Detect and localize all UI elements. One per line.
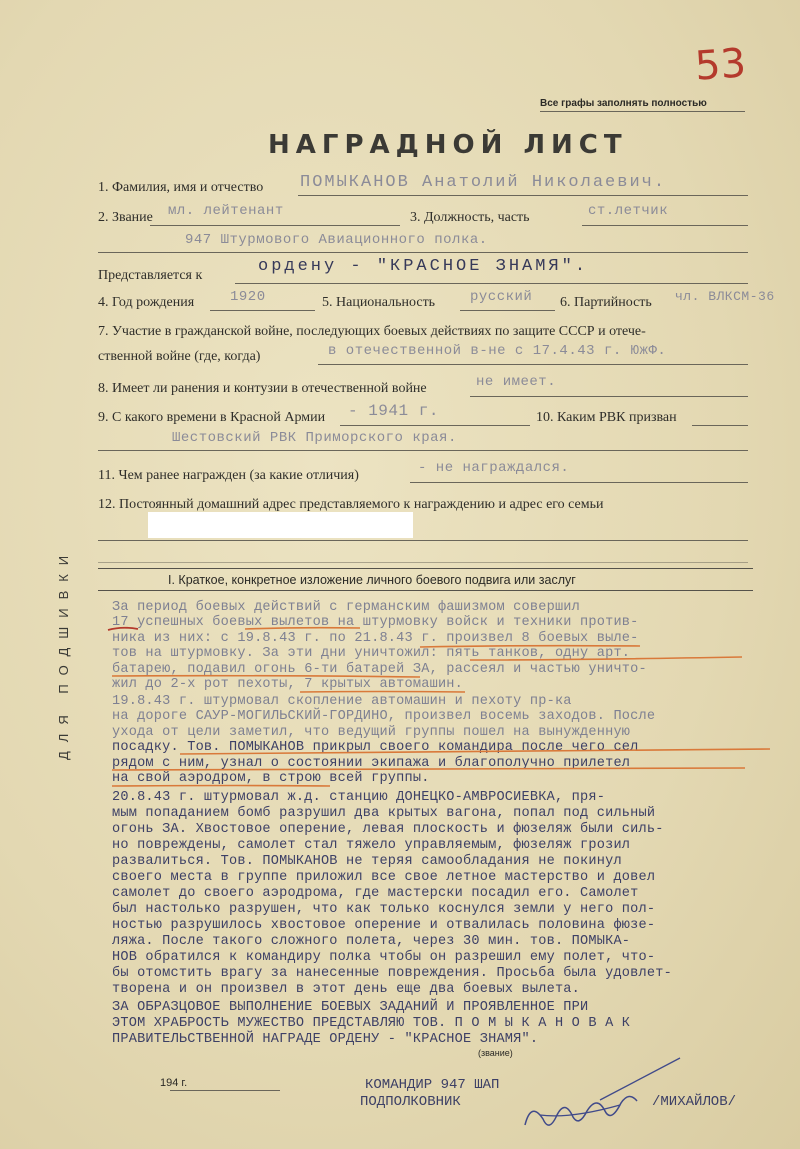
body-line: НОВ обратился к командиру полка чтобы он разрешил ему полет, что- [112, 950, 656, 965]
award-label: Представляется к [98, 268, 203, 283]
field-3-label: 3. Должность, часть [410, 210, 530, 225]
body-line: ника из них: с 19.8.43 г. по 21.8.43 г. произвел 8 боевых выле- [112, 631, 639, 646]
body-line: ЗА ОБРАЗЦОВОЕ ВЫПОЛНЕНИЕ БОЕВЫХ ЗАДАНИЙ И ПРОЯВЛЕННОЕ ПРИ [112, 1000, 589, 1015]
signer-title: КОМАНДИР 947 ШАП [365, 1077, 500, 1093]
section-title: I. Краткое, конкретное изложение личного боевого подвига или заслуг [168, 573, 576, 587]
body-line: тов на штурмовку. За эти дни уничтожил: пять танков, одну арт. [112, 646, 631, 661]
field-9-value: - 1941 г. [348, 402, 439, 420]
field-8-label: 8. Имеет ли ранения и контузии в отечественной войне [98, 381, 427, 396]
field-7-value: в отечественной в-не с 17.4.43 г. ЮжФ. [328, 343, 667, 359]
field-4-label: 4. Год рождения [98, 295, 195, 310]
field-9-label: 9. С какого времени в Красной Армии [98, 410, 326, 425]
field-6-label: 6. Партийность [560, 295, 652, 310]
binding-margin-label: ДЛЯ ПОДШИВКИ [56, 546, 71, 760]
body-line: жил до 2-х рот пехоты, 7 крытых автомашин. [112, 677, 464, 692]
body-line: своего места в группе приложил все свое летное мастерство и довел [112, 870, 656, 885]
body-line: развалиться. Тов. ПОМЫКАНОВ не теряя самообладания не покинул [112, 854, 622, 869]
field-7-label-cont: ственной войне (где, когда) [98, 349, 261, 364]
document-title: НАГРАДНОЙ ЛИСТ [268, 130, 628, 160]
field-8-value: не имеет. [476, 374, 557, 390]
body-line: За период боевых действий с германским фашизмом совершил [112, 600, 581, 615]
body-line: ляжа. После такого сложного полета, через 30 мин. тов. ПОМЫКА- [112, 934, 631, 949]
redacted-address [148, 512, 413, 538]
body-line: ностью разрушилось хвостовое оперение и отвалилась половина фюзе- [112, 918, 656, 933]
field-4-value: 1920 [230, 289, 266, 305]
body-line: посадку. Тов. ПОМЫКАНОВ прикрыл своего командира после чего сел [112, 740, 639, 755]
body-line: рядом с ним, узнал о состоянии экипажа и благополучно прилетел [112, 756, 631, 771]
unit-value: 947 Штурмового Авиационного полка. [185, 232, 488, 248]
body-line: 19.8.43 г. штурмовал скопление автомашин и пехоту пр-ка [112, 694, 572, 709]
award-value: ордену - "КРАСНОЕ ЗНАМЯ". [258, 257, 589, 276]
body-line: ухода от цели заметил, что ведущий группы пошел на вынужденную [112, 725, 631, 740]
top-note: Все графы заполнять полностью [540, 98, 707, 109]
field-7-label: 7. Участие в гражданской войне, последующих боевых действиях по защите СССР и отече- [98, 324, 646, 339]
signer-name: /МИХАЙЛОВ/ [652, 1094, 737, 1110]
body-line: мым попаданием бомб разрушил два крытых вагона, попал под сильный [112, 806, 656, 821]
body-line: ПРАВИТЕЛЬСТВЕННОЙ НАГРАДЕ ОРДЕНУ - "КРАСНОЕ ЗНАМЯ". [112, 1032, 539, 1047]
body-line: 20.8.43 г. штурмовал ж.д. станцию ДОНЕЦКО-АМВРОСИЕВКА, пря- [112, 790, 606, 805]
rank-caption: (звание) [478, 1048, 513, 1058]
body-line: творена и он произвел в этот день еще два боевых вылета. [112, 982, 581, 997]
field-5-label: 5. Национальность [322, 295, 436, 310]
field-11-value: - не награждался. [418, 460, 570, 476]
field-5-value: русский [470, 289, 533, 305]
field-11-label: 11. Чем ранее награжден (за какие отличия) [98, 468, 359, 483]
date-label: 194 г. [160, 1077, 188, 1089]
field-10-label: 10. Каким РВК призван [536, 410, 677, 425]
signer-rank: ПОДПОЛКОВНИК [360, 1094, 461, 1110]
body-line: бы отомстить врагу за нанесенные повреждения. Просьба была удовлет- [112, 966, 672, 981]
field-10-value: Шестовский РВК Приморского края. [172, 430, 457, 446]
body-line: но повреждены, самолет стал тяжело управляемым, фюзеляж грозил [112, 838, 631, 853]
field-3-value: ст.летчик [588, 203, 669, 219]
field-6-value: чл. ВЛКСМ-36 [675, 289, 775, 304]
body-line: батарею, подавил огонь 6-ти батарей ЗА, рассеял и частью уничто- [112, 662, 647, 677]
body-line: ЭТОМ ХРАБРОСТЬ МУЖЕСТВО ПРЕДСТАВЛЯЮ ТОВ. П О М Ы К А Н О В А К [112, 1016, 631, 1031]
body-line: самолет до своего аэродрома, где мастерски посадил его. Самолет [112, 886, 639, 901]
field-12-label: 12. Постоянный домашний адрес представляемого к награждению и адрес его семьи [98, 497, 604, 512]
body-line: на свой аэродром, в строю всей группы. [112, 771, 430, 786]
field-1-value: ПОМЫКАНОВ Анатолий Николаевич. [300, 173, 667, 192]
field-2-label: 2. Звание [98, 210, 153, 225]
body-line: 17 успешных боевых вылетов на штурмовку войск и техники против- [112, 615, 639, 630]
field-2-value: мл. лейтенант [168, 203, 284, 219]
page-number: 53 [693, 40, 748, 90]
body-line: был настолько разрушен, что как только коснулся земли у него пол- [112, 902, 656, 917]
field-1-label: 1. Фамилия, имя и отчество [98, 180, 264, 195]
body-line: на дороге САУР-МОГИЛЬСКИЙ-ГОРДИНО, произвел восемь заходов. После [112, 709, 656, 724]
body-line: огонь ЗА. Хвостовое оперение, левая плоскость и фюзеляж были силь- [112, 822, 664, 837]
